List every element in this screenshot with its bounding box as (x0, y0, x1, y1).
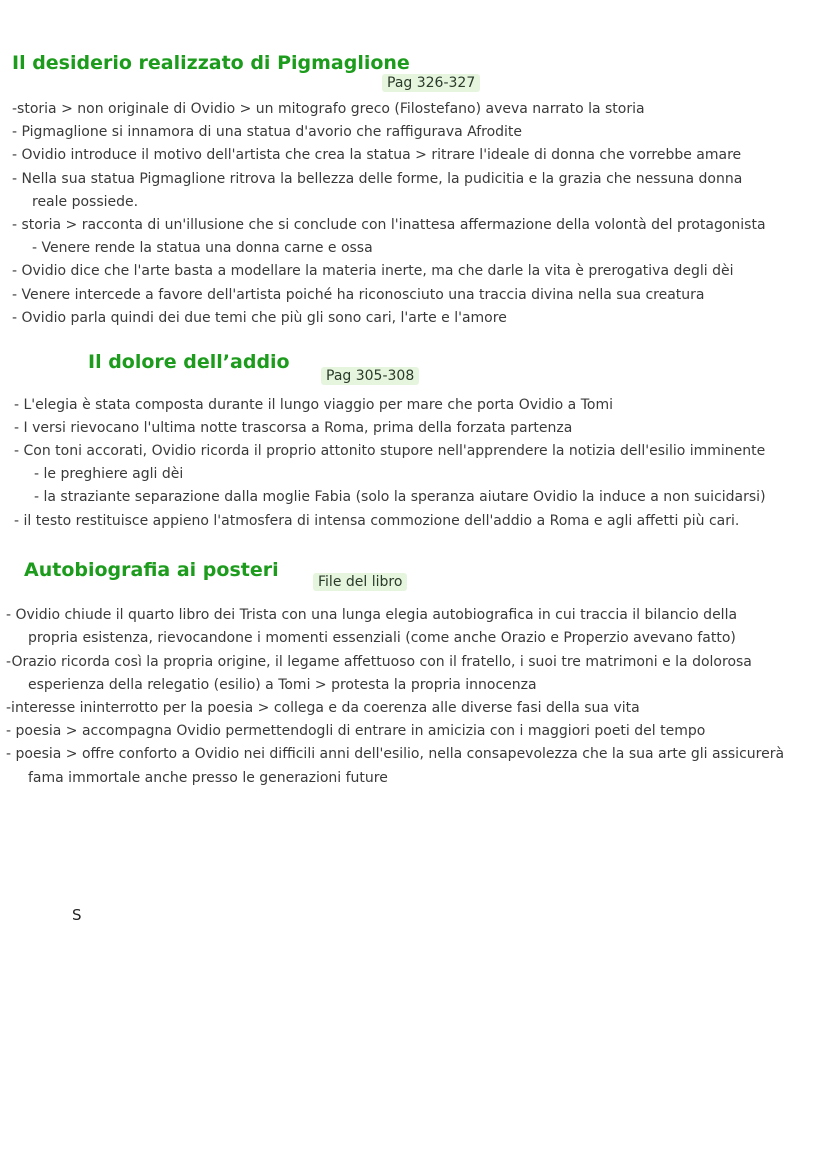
section-title: Il dolore dell’addio (88, 351, 290, 373)
bullet-line: -Orazio ricorda così la propria origine, il legame affettuoso con il fratello, i suoi tre matrimoni e la dolorosa (6, 654, 752, 670)
page-reference: Pag 305-308 (321, 367, 419, 385)
bullet-line: - Ovidio chiude il quarto libro dei Trista con una lunga elegia autobiografica in cui traccia il bilancio della (6, 607, 738, 623)
bullet-line: - storia > racconta di un'illusione che si conclude con l'inattesa affermazione della volontà del protagonista (12, 217, 766, 233)
bullet-line: -interesse ininterrotto per la poesia > collega e da coerenza alle diverse fasi della sua vita (6, 700, 640, 716)
bullet-line: - Venere intercede a favore dell'artista poiché ha riconosciuto una traccia divina nella sua creatura (12, 287, 705, 303)
bullet-line: - poesia > accompagna Ovidio permettendogli di entrare in amicizia con i maggiori poeti del tempo (6, 723, 706, 739)
bullet-line: propria esistenza, rievocandone i momenti essenziali (come anche Orazio e Properzio avevano fatto) (28, 630, 736, 646)
bullet-line: - poesia > offre conforto a Ovidio nei difficili anni dell'esilio, nella consapevolezza che la sua arte gli assicurerà (6, 746, 785, 762)
stray-letter: S (72, 906, 82, 924)
page-reference: Pag 326-327 (382, 74, 480, 92)
bullet-line: - Ovidio dice che l'arte basta a modellare la materia inerte, ma che darle la vita è prerogativa degli dèi (12, 263, 734, 279)
section-title: Autobiografia ai posteri (24, 559, 279, 581)
bullet-line: - Con toni accorati, Ovidio ricorda il proprio attonito stupore nell'apprendere la notizia dell'esilio imminente (14, 443, 766, 459)
section-title: Il desiderio realizzato di Pigmaglione (12, 52, 410, 74)
bullet-line: - Venere rende la statua una donna carne e ossa (32, 240, 373, 256)
bullet-line: - la straziante separazione dalla moglie Fabia (solo la speranza aiutare Ovidio la induce a non suicidarsi) (34, 489, 766, 505)
bullet-line: - I versi rievocano l'ultima notte trascorsa a Roma, prima della forzata partenza (14, 420, 573, 436)
bullet-line: -storia > non originale di Ovidio > un mitografo greco (Filostefano) aveva narrato la storia (12, 101, 645, 117)
bullet-line: - Pigmaglione si innamora di una statua d'avorio che raffigurava Afrodite (12, 124, 523, 140)
bullet-line: reale possiede. (32, 194, 139, 210)
bullet-line: - Nella sua statua Pigmaglione ritrova la bellezza delle forme, la pudicitia e la grazia che nessuna donna (12, 171, 743, 187)
bullet-line: - Ovidio introduce il motivo dell'artista che crea la statua > ritrare l'ideale di donna che vorrebbe amare (12, 147, 742, 163)
bullet-line: - L'elegia è stata composta durante il lungo viaggio per mare che porta Ovidio a Tomi (14, 397, 613, 413)
page-reference: File del libro (313, 573, 407, 591)
bullet-line: - le preghiere agli dèi (34, 466, 184, 482)
bullet-line: fama immortale anche presso le generazioni future (28, 770, 388, 786)
bullet-line: - Ovidio parla quindi dei due temi che più gli sono cari, l'arte e l'amore (12, 310, 507, 326)
bullet-line: - il testo restituisce appieno l'atmosfera di intensa commozione dell'addio a Roma e agli affetti più cari. (14, 513, 740, 529)
bullet-line: esperienza della relegatio (esilio) a Tomi > protesta la propria innocenza (28, 677, 537, 693)
